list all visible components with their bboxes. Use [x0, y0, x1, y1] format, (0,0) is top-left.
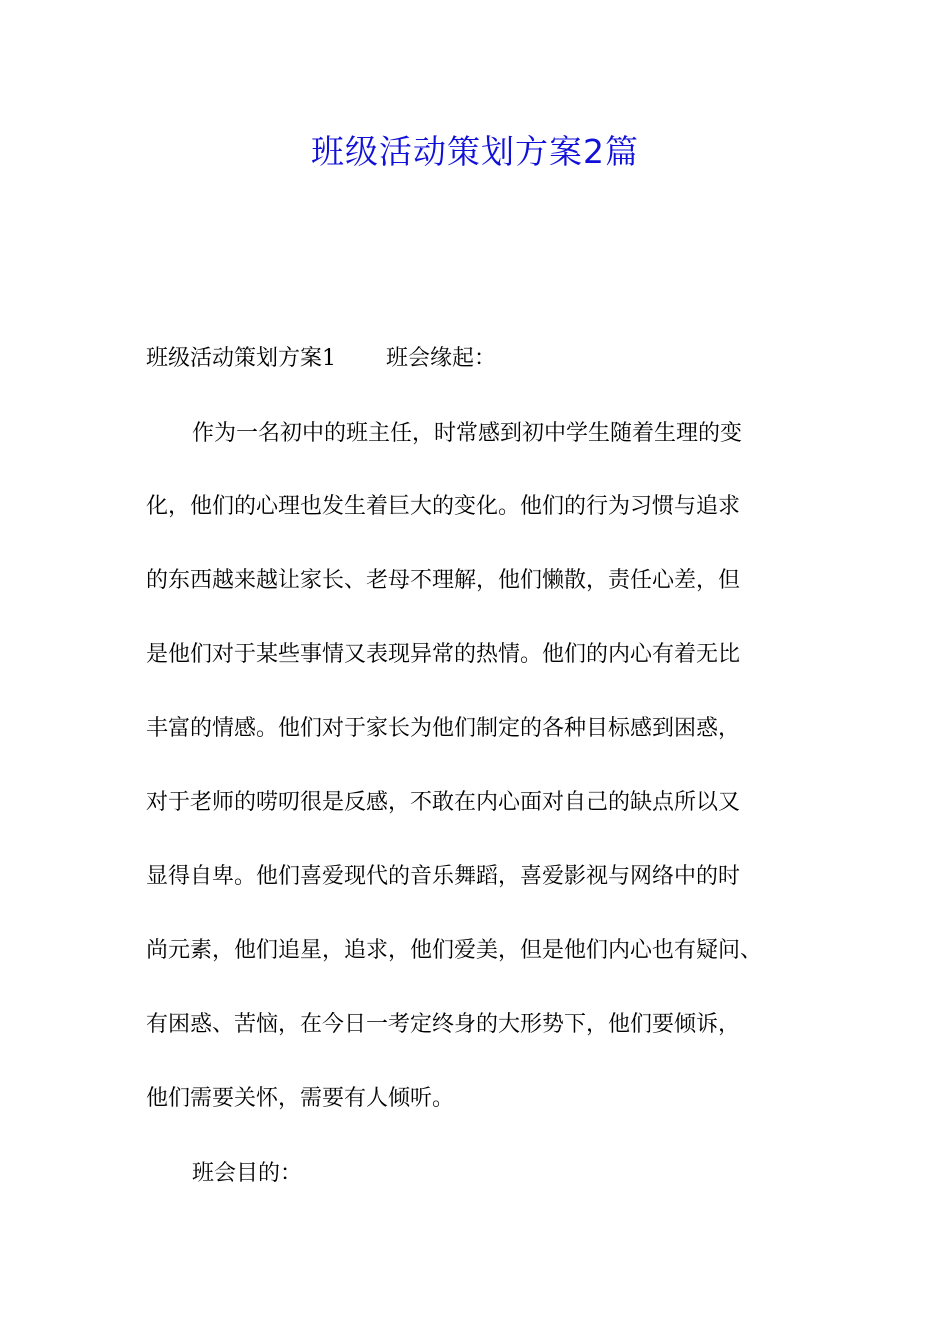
- section-heading-line: [146, 344, 496, 374]
- section-heading: 班会目的：: [192, 1161, 303, 1186]
- paragraph-line: 是他们对于某些事情又表现异常的热情。他们的内心有着无比: [146, 642, 741, 667]
- paragraph-line: 显得自卑。他们喜爱现代的音乐舞蹈，喜爱影视与网络中的时: [146, 864, 741, 889]
- paragraph-line: 有困惑、苦恼，在今日一考定终身的大形势下，他们要倾诉，: [146, 1012, 741, 1037]
- paragraph-line: 对于老师的唠叨很是反感，不敢在内心面对自己的缺点所以又: [146, 790, 741, 815]
- paragraph-line: 的东西越来越让家长、老母不理解，他们懒散，责任心差，但: [146, 568, 741, 593]
- paragraph-line: 丰富的情感。他们对于家长为他们制定的各种目标感到困惑，: [146, 716, 741, 741]
- paragraph-line: 尚元素，他们追星，追求，他们爱美，但是他们内心也有疑问、: [146, 938, 763, 963]
- paragraph-line: 他们需要关怀，需要有人倾听。: [146, 1086, 455, 1111]
- paragraph-line: 化，他们的心理也发生着巨大的变化。他们的行为习惯与追求: [146, 494, 741, 519]
- document-title: 班级活动策划方案2篇: [311, 132, 639, 171]
- plan-heading: 班级活动策划方案1: [146, 346, 336, 371]
- paragraph-line: 作为一名初中的班主任，时常感到初中学生随着生理的变: [192, 421, 743, 446]
- origin-heading: 班会缘起：: [386, 346, 497, 371]
